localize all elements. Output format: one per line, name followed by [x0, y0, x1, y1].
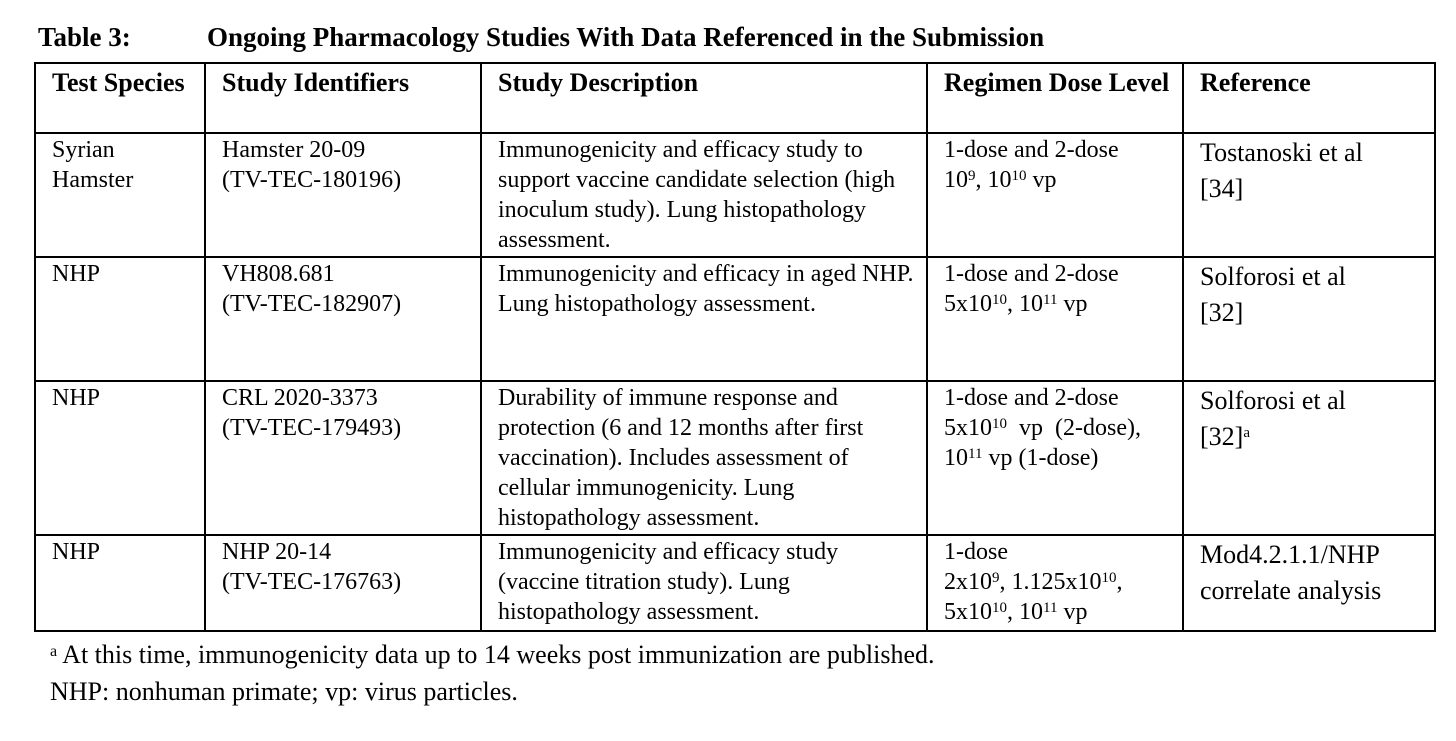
- regimen-text: 1-dose: [944, 539, 1008, 565]
- dose-base: 10: [944, 445, 968, 471]
- dose-base: 5x10: [944, 291, 992, 317]
- dose-separator: , 10: [1007, 599, 1043, 625]
- dose-separator: , 10: [975, 167, 1012, 193]
- table-row: [35, 535, 1435, 631]
- regimen-text: 1-dose and 2-dose: [944, 137, 1119, 163]
- cell-identifiers: [205, 381, 481, 535]
- cell-species: NHP: [35, 381, 205, 535]
- table-number: Table 3:: [38, 22, 131, 52]
- dose-exponent: 11: [1043, 292, 1058, 308]
- dose-level: [944, 597, 1170, 627]
- dose-exponent: 11: [968, 446, 983, 462]
- dose-base: 5x10: [944, 599, 992, 625]
- cell-regimen: [927, 133, 1183, 257]
- cell-description: Durability of immune response and protection (6 and 12 months after first vaccination). Includes assessment of cellular immunogenicity. Lung histopathology assessment.: [481, 381, 927, 535]
- reference-citation: [34]: [1200, 174, 1244, 203]
- reference-citation: correlate analysis: [1200, 576, 1382, 605]
- study-code: (TV-TEC-179493): [222, 415, 402, 441]
- reference-citation-line: [1200, 419, 1422, 455]
- cell-identifiers: [205, 133, 481, 257]
- dose-base: 5x10: [944, 415, 992, 441]
- dose-exponent: 10: [1101, 570, 1117, 586]
- cell-reference: [1183, 257, 1435, 381]
- dose-unit: vp (2-dose),: [1007, 415, 1141, 441]
- cell-identifiers: [205, 257, 481, 381]
- dose-unit: vp: [1057, 291, 1088, 317]
- study-id: CRL 2020-3373: [222, 385, 378, 411]
- cell-identifiers: [205, 535, 481, 631]
- dose-level: [944, 165, 1170, 195]
- dose-base: 10: [944, 167, 968, 193]
- cell-species: NHP: [35, 535, 205, 631]
- cell-species: Syrian Hamster: [35, 133, 205, 257]
- table-header-row: [35, 63, 1435, 133]
- table-row: [35, 381, 1435, 535]
- dose-level: [944, 289, 1170, 319]
- column-header-reference: Reference: [1183, 63, 1435, 133]
- table-row: [35, 257, 1435, 381]
- column-header-description: Study Description: [481, 63, 927, 133]
- cell-regimen: [927, 381, 1183, 535]
- study-code: (TV-TEC-182907): [222, 291, 402, 317]
- cell-species: NHP: [35, 257, 205, 381]
- dose-unit: ,: [1116, 569, 1123, 595]
- dose-exponent: 10: [992, 416, 1007, 432]
- dose-unit: vp (1-dose): [982, 445, 1099, 471]
- regimen-text: 1-dose and 2-dose: [944, 385, 1119, 411]
- study-code: (TV-TEC-180196): [222, 167, 402, 193]
- column-header-regimen: Regimen Dose Level: [927, 63, 1183, 133]
- table-title: [38, 20, 1044, 54]
- dose-exponent: 10: [992, 600, 1007, 616]
- dose-exponent: 10: [1011, 168, 1027, 184]
- regimen-text: 1-dose and 2-dose: [944, 261, 1119, 287]
- cell-reference: [1183, 535, 1435, 631]
- cell-description: Immunogenicity and efficacy study (vaccine titration study). Lung histopathology assessment.: [481, 535, 927, 631]
- reference-authors: Tostanoski et al: [1200, 138, 1363, 167]
- study-id: Hamster 20-09: [222, 137, 366, 163]
- dose-unit: vp: [1057, 599, 1088, 625]
- reference-citation: [32]: [1200, 422, 1244, 451]
- reference-authors: Solforosi et al: [1200, 386, 1346, 415]
- dose-level: [944, 413, 1170, 443]
- footnote-a: [50, 636, 934, 673]
- column-header-identifiers: Study Identifiers: [205, 63, 481, 133]
- cell-regimen: [927, 535, 1183, 631]
- study-code: (TV-TEC-176763): [222, 569, 402, 595]
- cell-description: Immunogenicity and efficacy study to support vaccine candidate selection (high inoculum study). Lung histopathology assessment.: [481, 133, 927, 257]
- dose-exponent: 11: [1043, 600, 1058, 616]
- table-footnotes: [50, 636, 934, 710]
- column-header-species: Test Species: [35, 63, 205, 133]
- pharmacology-studies-table: [34, 62, 1436, 632]
- footnote-a-text: At this time, immunogenicity data up to 14 weeks post immunization are published.: [57, 640, 935, 669]
- abbreviations-note: NHP: nonhuman primate; vp: virus particles.: [50, 677, 518, 706]
- dose-unit: vp: [1026, 167, 1057, 193]
- dose-exponent: 9: [968, 168, 976, 184]
- study-id: NHP 20-14: [222, 539, 332, 565]
- dose-separator: , 1.125x10: [999, 569, 1102, 595]
- dose-base: 2x10: [944, 569, 992, 595]
- reference-authors: Mod4.2.1.1/NHP: [1200, 540, 1380, 569]
- dose-level: [944, 443, 1170, 473]
- cell-reference: [1183, 133, 1435, 257]
- cell-description: Immunogenicity and efficacy in aged NHP. Lung histopathology assessment.: [481, 257, 927, 381]
- cell-regimen: [927, 257, 1183, 381]
- cell-reference: [1183, 381, 1435, 535]
- reference-citation: [32]: [1200, 298, 1244, 327]
- table-caption: Ongoing Pharmacology Studies With Data Referenced in the Submission: [207, 22, 1045, 52]
- dose-separator: , 10: [1007, 291, 1043, 317]
- study-id: VH808.681: [222, 261, 335, 287]
- dose-exponent: 9: [992, 570, 1000, 586]
- footnote-marker: a: [1243, 425, 1250, 442]
- footnote-marker: a: [50, 643, 58, 661]
- dose-level: [944, 567, 1170, 597]
- table-row: [35, 133, 1435, 257]
- dose-exponent: 10: [992, 292, 1007, 308]
- reference-authors: Solforosi et al: [1200, 262, 1346, 291]
